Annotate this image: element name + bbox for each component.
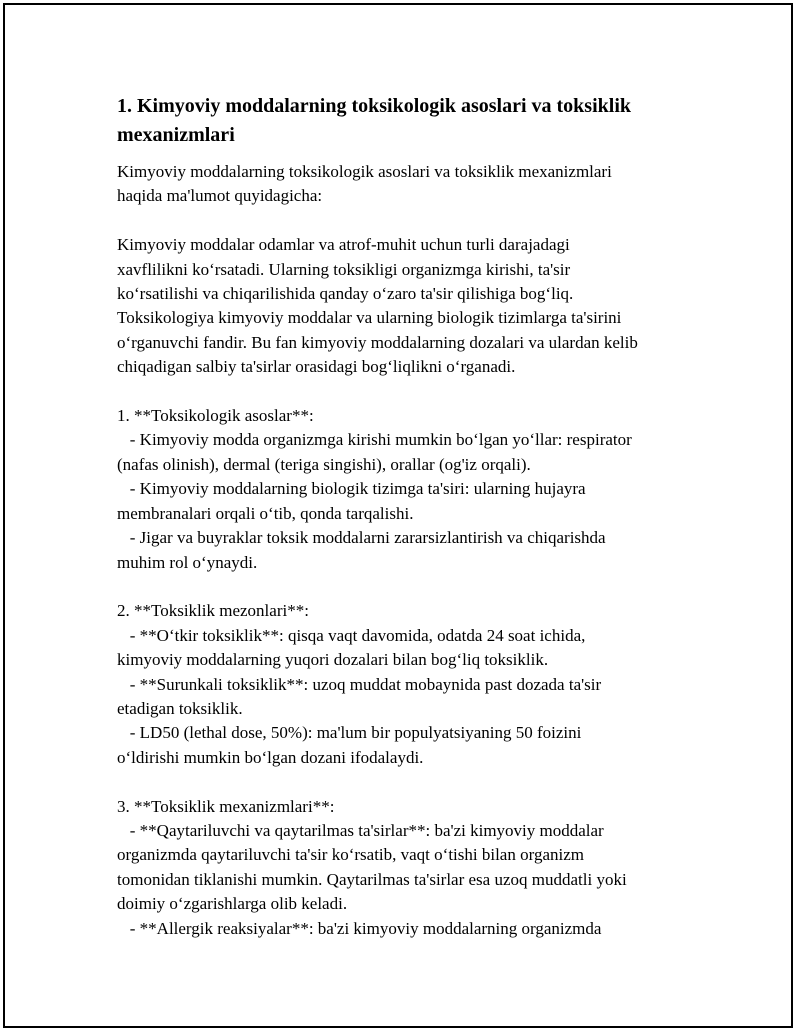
document-body: Kimyoviy moddalarning toksikologik asoslari va toksiklik mexanizmlari haqida ma'lumot quyidagicha: Kimyoviy moddalar odamlar va atrof-muhit uchun turli darajadagi xavflilikni ko‘rsatadi. Ularning toksikligi organizmga kirishi, ta'sir ko‘rsatilishi va chiqarilishida qanday o‘zaro ta'sir qilishiga bog‘liq. Toksikologiya kimyoviy moddalar va ularning biologik tizimlarga ta'sirini o‘rganuvchi fandir. Bu fan kimyoviy moddalarning dozalari va ulardan kelib chiqadigan salbiy ta'sirlar orasidagi bog‘liqlikni o‘rganadi. 1. **Toksikologik asoslar**: - Kimyoviy modda organizmga kirishi mumkin bo‘lgan yo‘llar: respirator (nafas olinish), dermal (teriga singishi), orallar (og'iz orqali). - Kimyoviy moddalarning biologik tizimga ta'siri: ularning hujayra membranalari orqali o‘tib, qonda tarqalishi. - Jigar va buyraklar toksik moddalarni zararsizlantirish va chiqarishda muhim rol o‘ynaydi. 2. **Toksiklik mezonlari**: - **O‘tkir toksiklik**: qisqa vaqt davomida, odatda 24 soat ichida, kimyoviy moddalarning yuqori dozalari bilan bog‘liq toksiklik. - **Surunkali toksiklik**: uzoq muddat mobaynida past dozada ta'sir etadigan toksiklik. - LD50 (lethal dose, 50%): ma'lum bir populyatsiyaning 50 foizini o‘ldirishi mumkin bo‘lgan dozani ifodalaydi. 3. **Toksiklik mexanizmlari**: - **Qaytariluvchi va qaytarilmas ta'sirlar**: ba'zi kimyoviy moddalar organizmda qaytariluvchi ta'sir ko‘rsatib, vaqt o‘tishi bilan organizm tomonidan tiklanishi mumkin. Qaytarilmas ta'sirlar esa uzoq muddatli yoki doimiy o‘zgarishlarga olib keladi. - **Allergik reaksiyalar**: ba'zi kimyoviy moddalarning organizmda	[117, 162, 638, 938]
document-heading: 1. Kimyoviy moddalarning toksikologik asoslari va toksiklik mexanizmlari	[117, 95, 631, 146]
document-content	[117, 92, 697, 941]
